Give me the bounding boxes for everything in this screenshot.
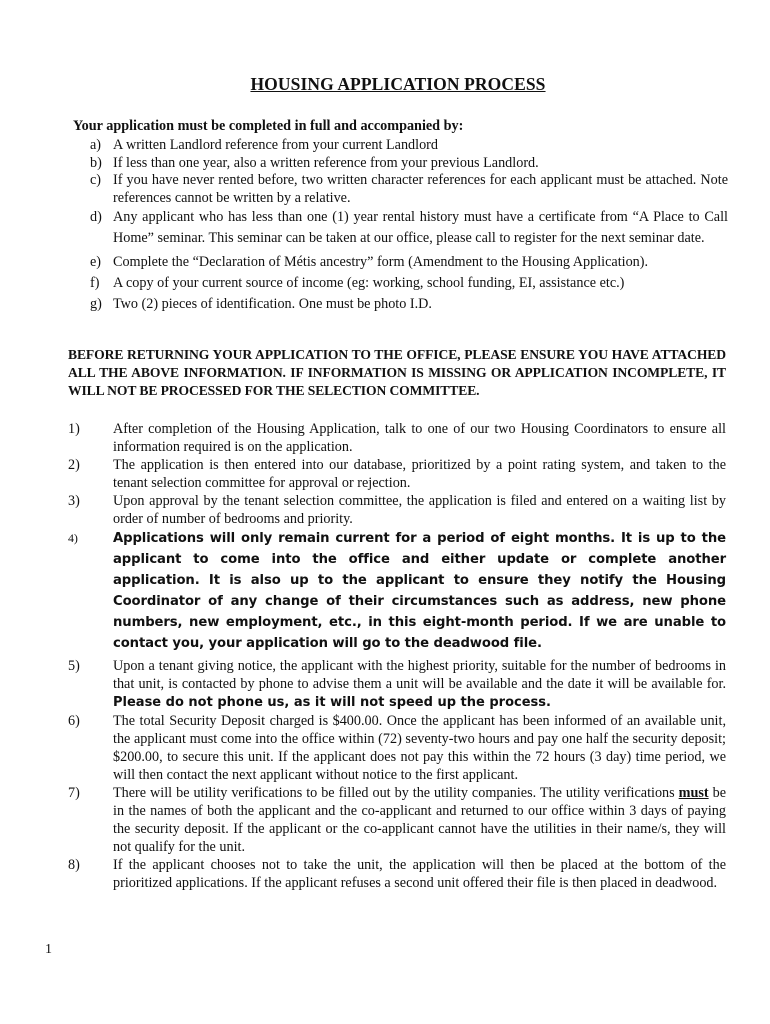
list-item: [68, 273, 728, 294]
list-item-text: Any applicant who has less than one (1) year rental history must have a certificate from “A Place to Call Home” seminar. This seminar can be taken at our office, please call to register for the next seminar date.: [113, 209, 728, 246]
list-item: [68, 456, 726, 492]
step-number: 3): [68, 493, 80, 509]
step-text: If the applicant chooses not to take the unit, the application will then be placed at the bottom of the prioritized applications. If the applicant refuses a second unit offered their file is then placed in deadwood.: [113, 857, 726, 891]
page-title: HOUSING APPLICATION PROCESS: [250, 74, 546, 94]
list-item: [68, 784, 726, 856]
step-text: The total Security Deposit charged is $400.00. Once the applicant has been informed of an available unit, the applicant must come into the office within (72) seventy-two hours and pay one half the security deposit; $200.00, to secure this unit. If the applicant does not pay this within the 72 hours (3 day) time period, we will then contact the next applicant without notice to the first applicant.: [113, 713, 726, 783]
requirements-list: [68, 137, 728, 315]
list-marker: d): [90, 209, 102, 225]
list-item: [68, 492, 726, 528]
step-number: 4): [68, 531, 78, 545]
list-marker: a): [90, 137, 102, 153]
list-item-text: A written Landlord reference from your current Landlord: [113, 137, 438, 153]
list-item-text: Complete the “Declaration of Métis ancestry” form (Amendment to the Housing Application).: [113, 254, 649, 270]
page-number: 1: [45, 942, 52, 957]
list-item: [68, 528, 726, 654]
step-text: Applications will only remain current for a period of eight months. It is up to the applicant to come into the office and either update or complete another application. It is also up to the applicant to ensure they notify the Housing Coordinator of any change of their circumstances such as address, new phone numbers, new employment, etc., in this eight-month period. If we are unable to contact you, your application will go to the deadwood file.: [113, 531, 726, 651]
list-item-text: A copy of your current source of income (eg: working, school funding, EI, assistance etc.): [113, 275, 625, 291]
intro-heading: Your application must be completed in full and accompanied by:: [73, 118, 464, 134]
step-text-after: be in the names of both the applicant and the co-applicant and returned to our office within 3 days of paying the security deposit. If the applicant or the co-applicant cannot have the utilities in their name/s, they will not qualify for the unit.: [113, 785, 727, 855]
list-item: [68, 657, 726, 712]
list-item: [68, 856, 726, 892]
list-marker: g): [90, 296, 102, 312]
step-number: 2): [68, 457, 80, 473]
list-item: [68, 172, 728, 207]
step-number: 7): [68, 785, 80, 801]
step-text: Upon approval by the tenant selection committee, the application is filed and entered on a waiting list by order of number of bedrooms and priority.: [113, 493, 726, 527]
step-emphasis-must: must: [678, 785, 709, 801]
list-item-text: If less than one year, also a written reference from your previous Landlord.: [113, 154, 539, 171]
list-marker: b): [90, 154, 102, 171]
list-item-text: If you have never rented before, two written character references for each applicant must be attached. Note references cannot be written by a relative.: [113, 172, 728, 206]
step-emphasis: Please do not phone us, as it will not speed up the process.: [113, 695, 551, 710]
step-number: 1): [68, 421, 80, 437]
step-text: After completion of the Housing Application, talk to one of our two Housing Coordinators to ensure all information required is on the application.: [113, 421, 726, 455]
list-marker: e): [90, 254, 102, 270]
step-text: The application is then entered into our database, prioritized by a point rating system, and taken to the tenant selection committee for approval or rejection.: [113, 457, 726, 491]
list-item: [68, 252, 728, 273]
step-number: 8): [68, 857, 80, 873]
list-marker: c): [90, 172, 102, 188]
process-steps-list: [68, 420, 726, 892]
list-item: [68, 155, 728, 173]
list-item-text: Two (2) pieces of identification. One must be photo I.D.: [113, 296, 432, 312]
step-number: 6): [68, 713, 80, 729]
list-item: [68, 294, 728, 315]
list-item: [68, 207, 728, 249]
step-number: 5): [68, 658, 80, 674]
warning-notice: BEFORE RETURNING YOUR APPLICATION TO THE OFFICE, PLEASE ENSURE YOU HAVE ATTACHED ALL THE ABOVE INFORMATION. IF INFORMATION IS MISSING OR APPLICATION INCOMPLETE, IT WILL NOT BE PROCESSED FOR THE SELECTION COMMITTEE.: [68, 347, 726, 398]
step-text: Upon a tenant giving notice, the applicant with the highest priority, suitable for the number of bedrooms in that unit, is contacted by phone to advise them a unit will be available and the date it will be available for.: [113, 658, 726, 692]
list-item: [68, 712, 726, 784]
list-item: [68, 137, 728, 155]
list-marker: f): [90, 275, 100, 291]
list-item: [68, 420, 726, 456]
step-text-before: There will be utility verifications to be filled out by the utility companies. The utility verifications: [113, 785, 675, 801]
